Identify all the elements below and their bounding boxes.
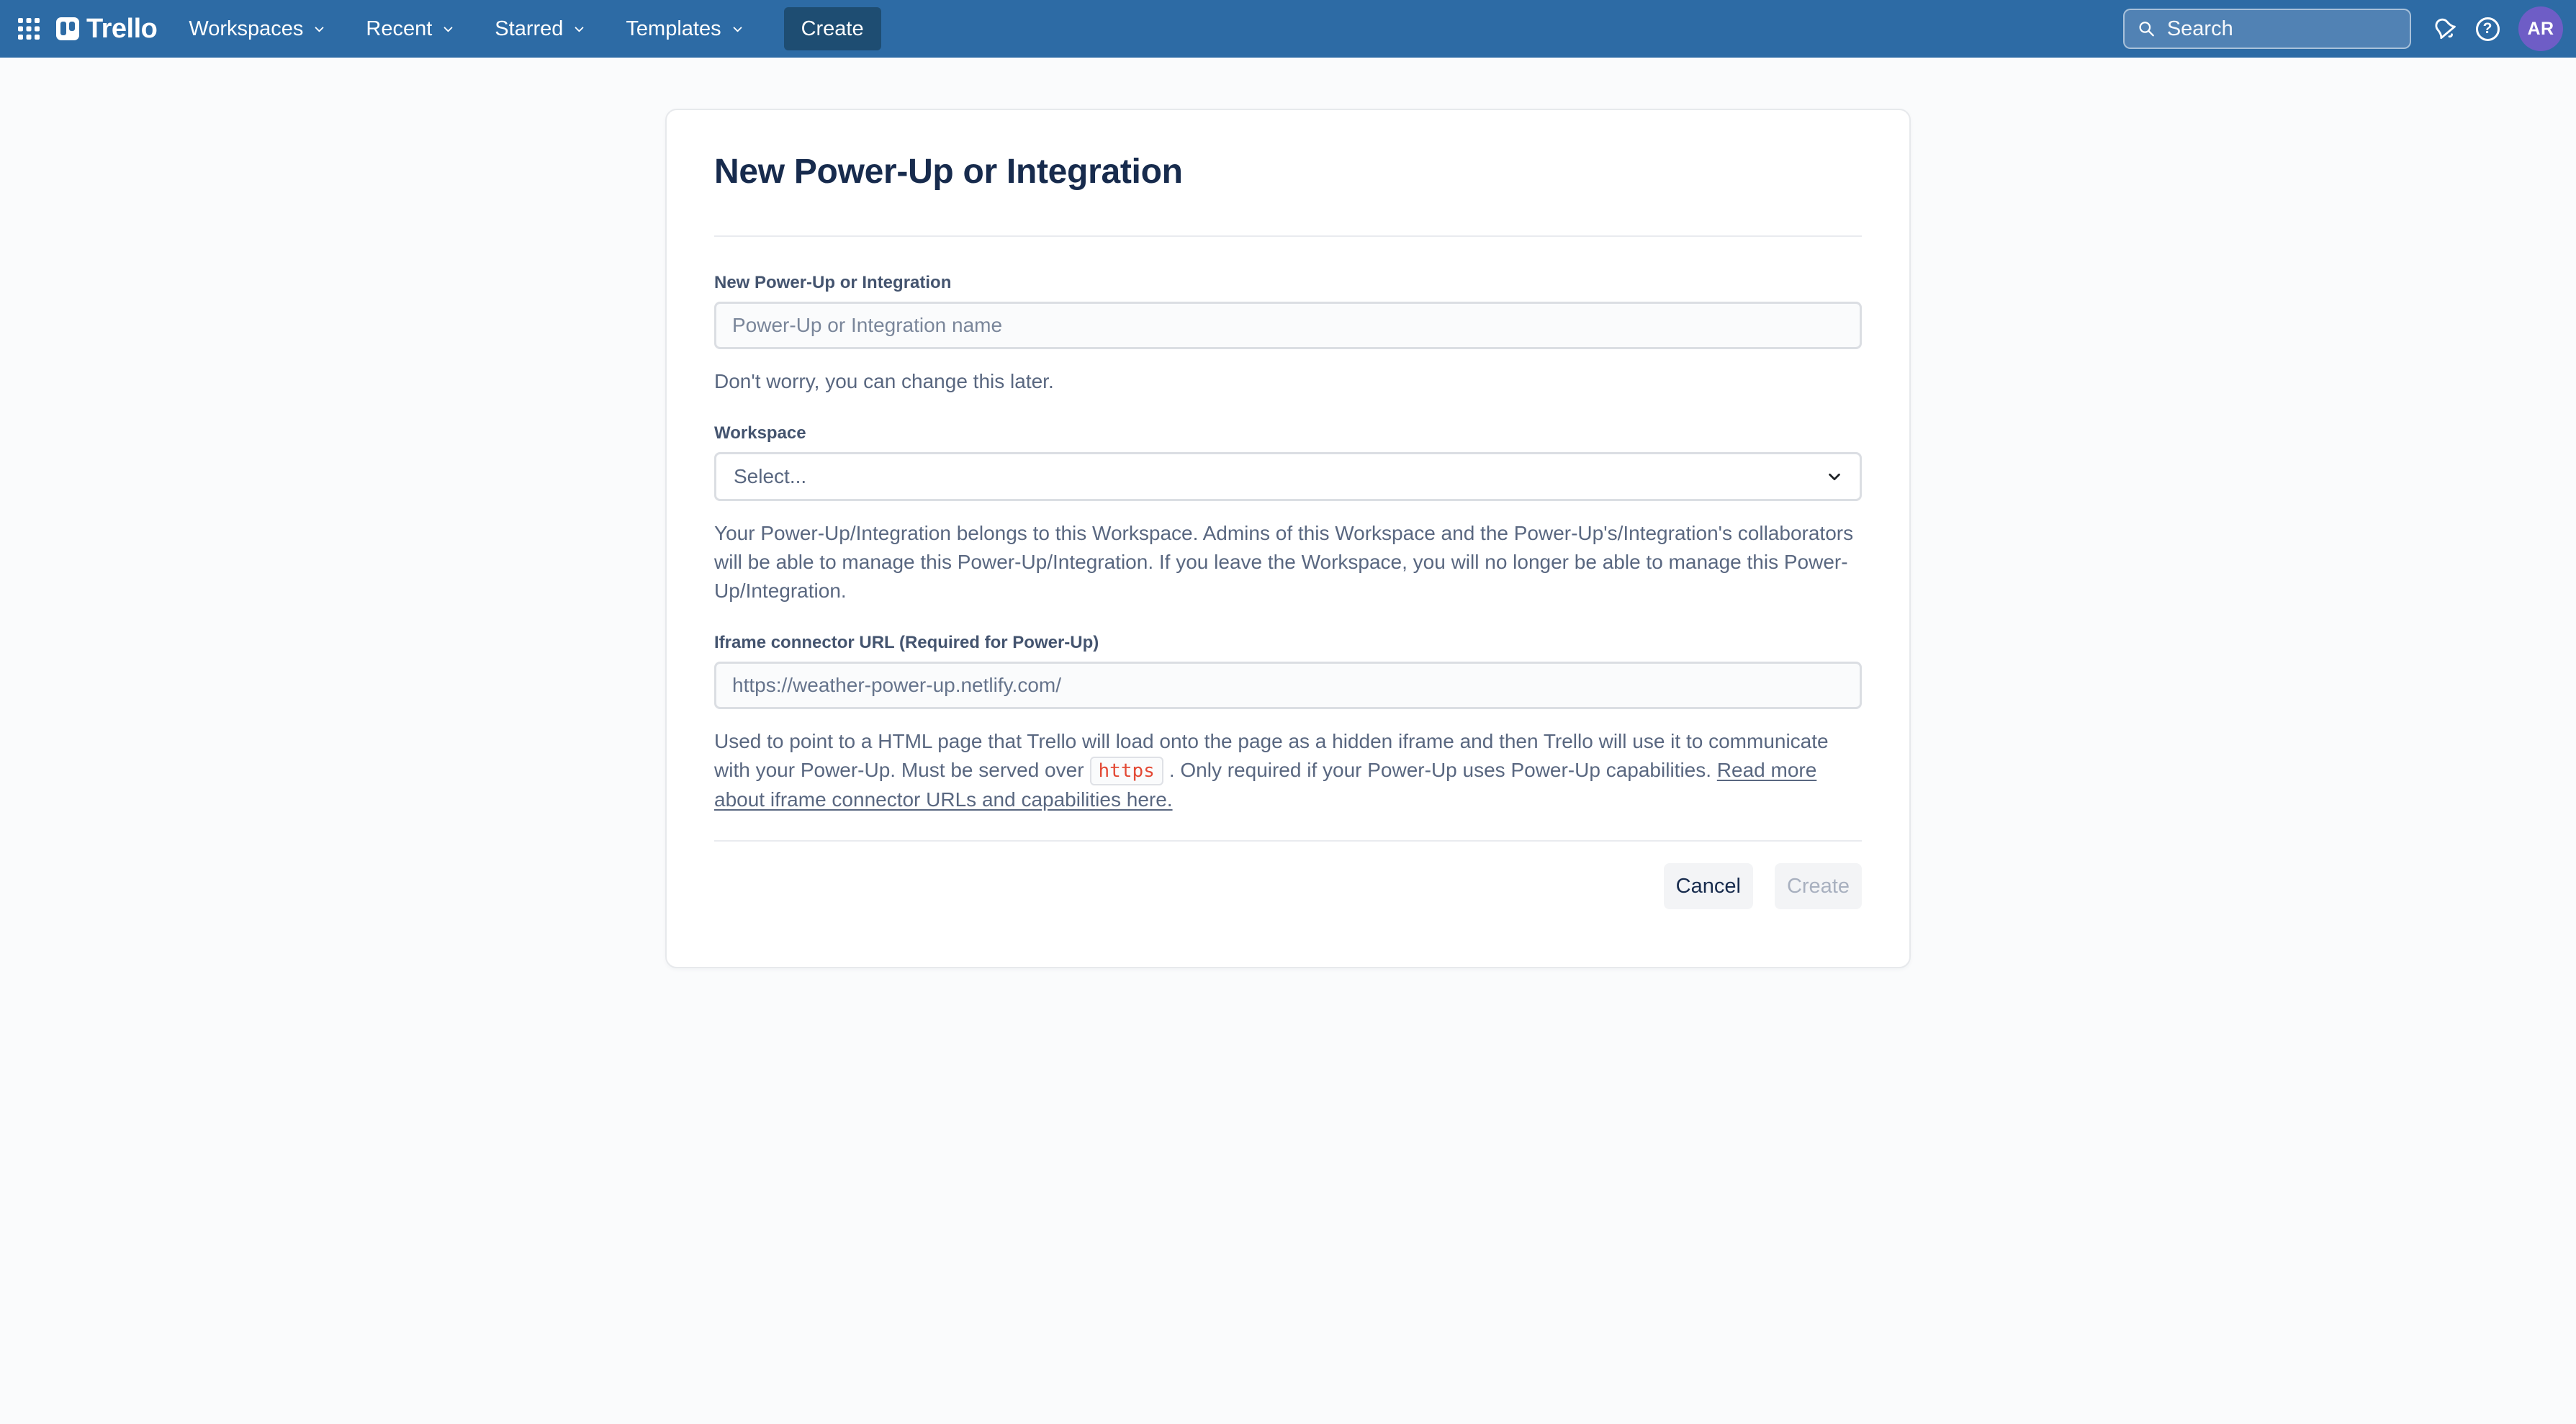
nav-item-label: Starred — [495, 17, 564, 40]
avatar[interactable]: AR — [2518, 6, 2563, 51]
app-switcher-button[interactable] — [12, 12, 46, 46]
app-switcher-icon — [18, 18, 40, 40]
nav-item-label: Templates — [626, 17, 721, 40]
nav-create-button[interactable]: Create — [784, 7, 881, 50]
nav-item-workspaces[interactable] — [189, 17, 325, 41]
bell-icon — [2433, 17, 2457, 41]
workspace-select[interactable] — [714, 452, 1862, 501]
cancel-button[interactable]: Cancel — [1664, 863, 1753, 909]
notifications-button[interactable] — [2429, 13, 2461, 45]
nav-item-templates[interactable] — [626, 17, 743, 41]
name-field-group — [714, 271, 1862, 396]
nav-right — [2123, 0, 2564, 58]
chevron-down-icon — [573, 23, 585, 35]
name-field-label: New Power-Up or Integration — [714, 273, 952, 292]
trello-logo[interactable] — [56, 14, 157, 45]
https-code-chip: https — [1090, 757, 1163, 785]
workspace-field-group — [714, 422, 1862, 605]
trello-logo-icon — [56, 17, 79, 40]
nav-item-recent[interactable] — [366, 17, 454, 41]
nav-left — [12, 0, 881, 58]
main-content — [0, 109, 2576, 968]
iframe-url-input[interactable] — [714, 662, 1862, 709]
help-button[interactable] — [2472, 13, 2503, 45]
help-icon: ? — [2476, 17, 2500, 41]
search-input[interactable] — [2167, 17, 2397, 41]
actions-row — [714, 863, 1862, 909]
read-more-link[interactable]: Read more about iframe connector URLs and capabilities here. — [714, 759, 1817, 811]
search-icon — [2138, 19, 2156, 39]
iframe-helper-text: Used to point to a HTML page that Trello will load onto the page as a hidden iframe and then Trello will use it to communicate with your Power-Up. Must be served over — [714, 730, 1829, 781]
workspace-field-label: Workspace — [714, 423, 806, 443]
chevron-down-icon — [313, 23, 325, 35]
nav-item-label: Recent — [366, 17, 433, 40]
iframe-helper-text-2: . Only required if your Power-Up uses Power-Up capabilities. — [1168, 759, 1717, 781]
chevron-down-icon — [442, 23, 454, 35]
name-field-helper: Don't worry, you can change this later. — [714, 370, 1054, 392]
nav-item-label: Workspaces — [189, 17, 304, 40]
actions-divider — [714, 840, 1862, 842]
create-button[interactable]: Create — [1775, 863, 1862, 909]
new-powerup-card — [665, 109, 1911, 968]
page-title: New Power-Up or Integration — [714, 153, 1183, 191]
search-box[interactable] — [2123, 9, 2411, 49]
workspace-select-value: Select... — [734, 465, 807, 487]
chevron-down-icon — [731, 23, 744, 35]
name-input[interactable] — [714, 302, 1862, 349]
iframe-field-label: Iframe connector URL (Required for Power-Up) — [714, 633, 1099, 652]
iframe-field-helper — [714, 727, 1862, 814]
workspace-field-helper: Your Power-Up/Integration belongs to this Workspace. Admins of this Workspace and the Power-Up's/Integration's collaborators will be able to manage this Power-Up/Integration. If you leave the Workspace, you will no longer be able to manage this Power-Up/Integration. — [714, 522, 1854, 602]
select-chevron-down-icon — [1827, 469, 1842, 485]
title-divider — [714, 235, 1862, 237]
iframe-field-group — [714, 631, 1862, 814]
nav-item-starred[interactable] — [495, 17, 585, 41]
trello-logo-text: Trello — [86, 13, 158, 44]
top-nav — [0, 0, 2576, 58]
